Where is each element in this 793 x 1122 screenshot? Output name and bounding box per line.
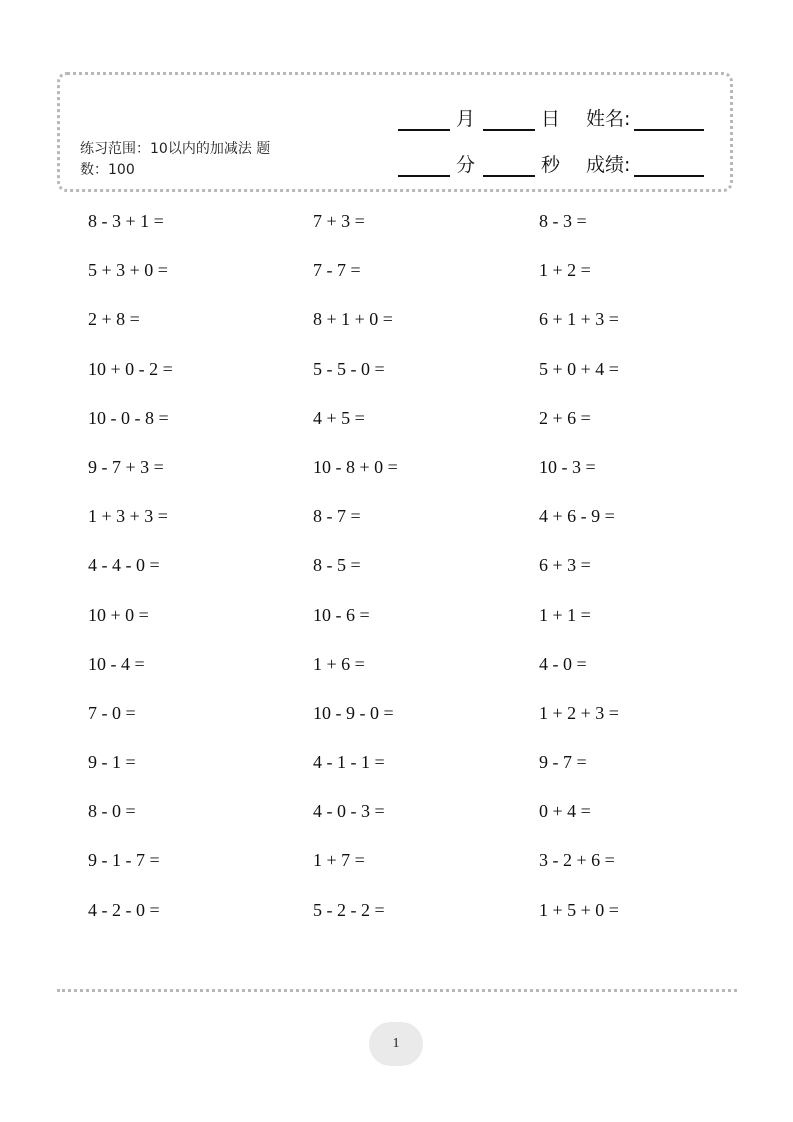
- math-problem: 10 - 6 =: [313, 604, 370, 625]
- math-problem: 5 - 5 - 0 =: [313, 358, 385, 379]
- math-problem: 7 - 7 =: [313, 260, 361, 281]
- math-problem: 4 - 0 - 3 =: [313, 801, 385, 822]
- math-problem: 8 + 1 + 0 =: [313, 309, 393, 330]
- minute-label: 分: [456, 154, 476, 176]
- math-problem: 6 + 3 =: [539, 555, 591, 576]
- math-problem: 10 - 0 - 8 =: [88, 407, 169, 428]
- math-problem: 5 + 0 + 4 =: [539, 358, 619, 379]
- date-name-row: [398, 97, 708, 131]
- page-number: 1: [369, 1022, 423, 1066]
- math-problem: 9 - 7 =: [539, 752, 587, 773]
- math-problem: 7 - 0 =: [88, 702, 136, 723]
- math-problem: 5 - 2 - 2 =: [313, 899, 385, 920]
- math-problem: 9 - 7 + 3 =: [88, 456, 164, 477]
- second-blank[interactable]: [483, 151, 535, 177]
- math-problem: 4 - 2 - 0 =: [88, 899, 160, 920]
- month-blank[interactable]: [398, 105, 450, 131]
- name-label: 姓名:: [586, 108, 631, 130]
- day-label: 日: [541, 108, 561, 130]
- math-problem: 6 + 1 + 3 =: [539, 309, 619, 330]
- scope-line-2: 数：100: [80, 162, 135, 178]
- day-blank[interactable]: [483, 105, 535, 131]
- math-problem: 2 + 6 =: [539, 407, 591, 428]
- math-problem: 1 + 3 + 3 =: [88, 506, 168, 527]
- math-problem: 1 + 7 =: [313, 850, 365, 871]
- math-problem: 9 - 1 =: [88, 752, 136, 773]
- math-problem: 1 + 5 + 0 =: [539, 899, 619, 920]
- math-problem: 8 - 0 =: [88, 801, 136, 822]
- scope-line-1: 练习范围：10以内的加减法 题: [80, 141, 271, 157]
- score-label: 成绩:: [586, 154, 631, 176]
- math-problem: 2 + 8 =: [88, 309, 140, 330]
- math-problem: 4 + 5 =: [313, 407, 365, 428]
- minute-blank[interactable]: [398, 151, 450, 177]
- math-problem: 8 - 3 =: [539, 211, 587, 231]
- math-problem: 3 - 2 + 6 =: [539, 850, 615, 871]
- math-problem: 1 + 6 =: [313, 653, 365, 674]
- math-problem: 4 - 0 =: [539, 653, 587, 674]
- math-problem: 9 - 1 - 7 =: [88, 850, 160, 871]
- math-problem: 5 + 3 + 0 =: [88, 260, 168, 281]
- math-problem: 1 + 2 =: [539, 260, 591, 281]
- math-problem: 0 + 4 =: [539, 801, 591, 822]
- math-problem: 1 + 2 + 3 =: [539, 702, 619, 723]
- problem-grid: [88, 209, 728, 947]
- math-problem: 8 - 5 =: [313, 555, 361, 576]
- math-problem: 10 + 0 - 2 =: [88, 358, 173, 379]
- math-problem: 4 - 4 - 0 =: [88, 555, 160, 576]
- math-problem: 1 + 1 =: [539, 604, 591, 625]
- math-problem: 10 - 4 =: [88, 653, 145, 674]
- practice-scope: [80, 139, 320, 181]
- math-problem: 8 - 7 =: [313, 506, 361, 527]
- math-problem: 10 + 0 =: [88, 604, 149, 625]
- student-info-fields: [398, 97, 708, 189]
- math-problem: 7 + 3 =: [313, 211, 365, 231]
- math-problem: 8 - 3 + 1 =: [88, 211, 164, 231]
- math-problem: 10 - 9 - 0 =: [313, 702, 394, 723]
- footer-divider: [57, 989, 737, 992]
- score-blank[interactable]: [634, 151, 704, 177]
- second-label: 秒: [541, 154, 561, 176]
- month-label: 月: [456, 108, 476, 130]
- math-problem: 10 - 3 =: [539, 456, 596, 477]
- math-problem: 4 + 6 - 9 =: [539, 506, 615, 527]
- worksheet-header: [57, 72, 733, 192]
- name-blank[interactable]: [634, 105, 704, 131]
- math-problem: 4 - 1 - 1 =: [313, 752, 385, 773]
- math-problem: 10 - 8 + 0 =: [313, 456, 398, 477]
- time-score-row: [398, 143, 708, 177]
